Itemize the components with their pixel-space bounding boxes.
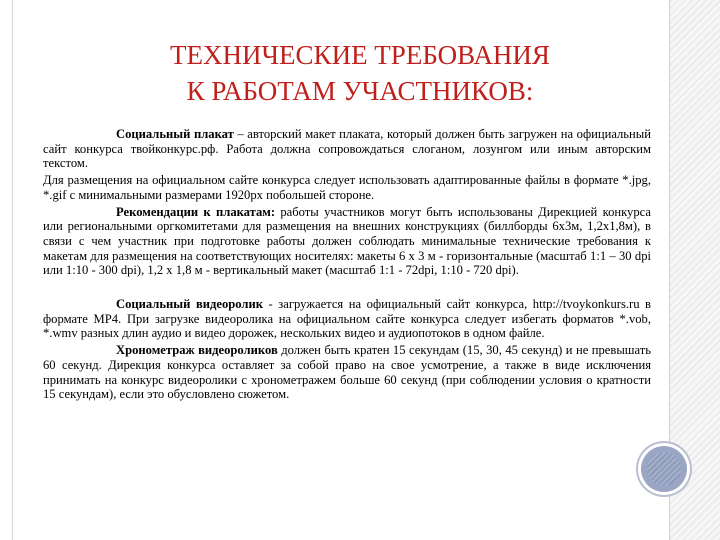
duration-term: Хронометраж видеороликов [116,343,278,358]
video-definition: - загружается на официальный сайт конкурса, http://tvoykonkurs.ru в формате МР4. При загрузке видеоролика на официальном сайте конкурса следует избегать форматов *.vob, *.wmv разных длин аудио и видео дорожек, нескольких видео и аудиопотоков в одном файле. [43,297,652,341]
title-line-1: ТЕХНИЧЕСКИЕ ТРЕБОВАНИЯ [170,40,550,70]
poster-paragraph [43,127,651,171]
slide-title [40,37,680,109]
video-paragraph [43,297,651,341]
recommendations-term: Рекомендации к плакатам: [116,204,276,219]
video-term: Социальный видеоролик [116,297,263,312]
poster-format-paragraph: Для размещения на официальном сайте конкурса следует использовать адаптированные файлы в формате *.jpg, *.gif с минимальными размерами 1920px побольшей стороне. [43,173,651,202]
recommendations-text: работы участников могут быть использованы Дирекцией конкурса или региональными оргкомитетами для размещения на внешних конструкциях (биллборды 6х3м, 1,2х1,8м), в связи с чем участник при подготовке работы должен соблюдать минимальные технические требования к макетам для размещения на соответствующих носителях: макеты 6 х 3 м - горизонтальные (масштаб 1:1 – 30 dpi или 1:10 - 300 dpi), 1,2 х 1,8 м - вертикальный макет (масштаб 1:1 - 72dpi, 1:10 - 720 dpi). [43,204,651,278]
poster-recommendations-paragraph [43,205,651,279]
video-duration-paragraph [43,343,651,402]
title-line-2: К РАБОТАМ УЧАСТНИКОВ: [186,76,534,106]
left-border-line [12,0,13,540]
slide-body [43,127,651,402]
duration-text: должен быть кратен 15 секундам (15, 30, 45 секунд) и не превышать 60 секунд. Дирекция конкурса оставляет за собой право на свое усмотрение, а также в виде исключения принимать на конкурс видеоролики с хронометражем больше 60 секунд (при соблюдении условия о кратности 15 секундам), если это обусловлено сюжетом. [43,343,651,402]
poster-definition: – авторский макет плаката, который должен быть загружен на официальный сайт конкурса твойконкурс.рф. Работа должна сопровождаться слоганом, лозунгом или иным авторским текстом. [43,127,651,171]
poster-term: Социальный плакат [116,127,234,141]
decorative-circle [641,446,687,492]
